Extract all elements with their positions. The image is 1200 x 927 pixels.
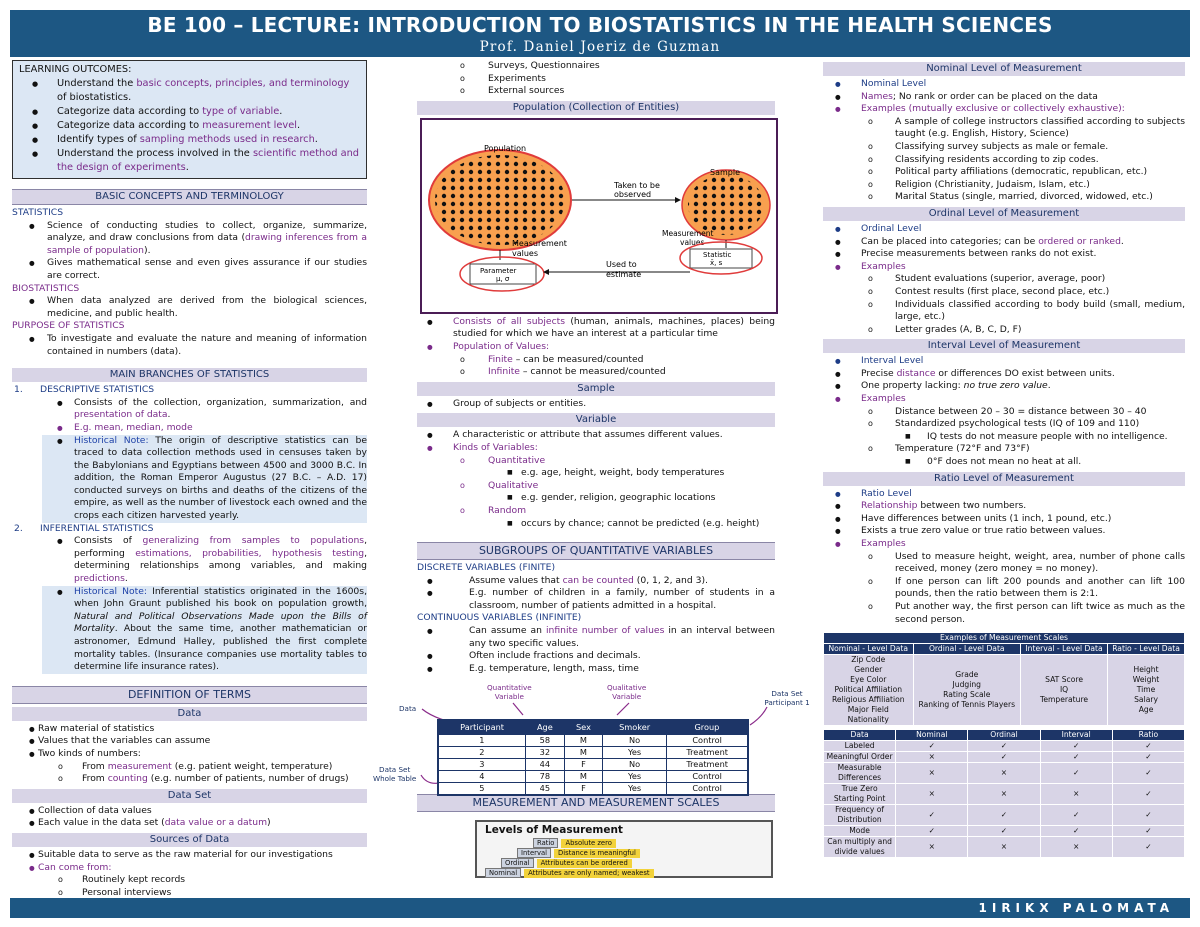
table-row: [824, 752, 1185, 763]
page-footer: [10, 898, 1190, 918]
annotation-participant: Data Set Participant 1: [764, 689, 810, 708]
nominal-def-1: ● Names; No rank or order can be placed on the data: [823, 91, 1185, 104]
table-cell: 2: [438, 747, 525, 759]
table-cell: F: [565, 783, 603, 796]
data-def-3: ● Two kinds of numbers:: [12, 748, 367, 761]
table-cell: M: [565, 747, 603, 759]
scales-example: Temperature: [1040, 695, 1089, 705]
level-desc: Absolute zero: [561, 839, 615, 848]
subgroups-header: SUBGROUPS OF QUANTITATIVE VARIABLES: [417, 542, 775, 560]
parameter-label: Parameter: [480, 266, 517, 275]
source-item: o Surveys, Questionnaires: [417, 60, 775, 73]
discrete-def-1: ● Assume values that can be counted (0, 1, 2, and 3).: [417, 575, 775, 588]
nominal-example: o Religion (Christianity, Judaism, Islam, etc.): [823, 179, 1185, 192]
sources-subheader: Sources of Data: [12, 833, 367, 847]
scales-header: Ratio - Level Data: [1108, 644, 1185, 655]
scales-example: Eye Color: [850, 675, 887, 685]
learning-outcome-item: ● Identify types of sampling methods used in research.: [18, 133, 361, 147]
sample-def: ● Group of subjects or entities.: [417, 398, 775, 411]
column-middle: [373, 60, 810, 878]
dataset-table: [437, 719, 749, 796]
scales-example: Zip Code: [851, 655, 886, 665]
variable-random: o Random: [417, 505, 775, 518]
continuous-def-2: ● Often include fractions and decimals.: [417, 650, 775, 663]
annotation-quantitative: Quantitative Variable: [487, 683, 532, 702]
nominal-header: Nominal Level of Measurement: [823, 62, 1185, 76]
learning-outcome-item: ● Understand the basic concepts, principles, and terminology of biostatistics.: [18, 77, 361, 105]
scales-examples-table: [823, 632, 1185, 726]
annotation-data: Data: [399, 704, 417, 714]
discrete-heading: DISCRETE VARIABLES (FINITE): [417, 562, 556, 574]
level-row: [501, 858, 632, 868]
sample-dots: [688, 175, 764, 235]
interval-example: o Temperature (72°F and 73°F): [823, 443, 1185, 456]
population-diagram-svg: [422, 120, 775, 311]
comparison-header-cell: Data: [824, 730, 896, 741]
learning-outcomes-title: LEARNING OUTCOMES:: [19, 64, 132, 75]
table-cell: M: [565, 771, 603, 783]
table-row: [438, 783, 748, 796]
comparison-mark: ×: [896, 752, 968, 763]
comparison-header-cell: Interval: [1040, 730, 1112, 741]
comparison-row-label: Labeled: [824, 741, 896, 752]
table-cell: Yes: [602, 771, 666, 783]
used-label: Used to: [606, 259, 637, 269]
table-row: [438, 759, 748, 771]
measurement-header: MEASUREMENT AND MEASUREMENT SCALES: [417, 794, 775, 812]
data-def-3a: o From measurement (e.g. patient weight, temperature): [12, 761, 367, 774]
level-row: [533, 838, 616, 848]
ratio-example: o Put another way, the first person can lift twice as much as the second person.: [823, 601, 1185, 626]
comparison-mark: ✓: [968, 826, 1040, 837]
scales-example: Time: [1136, 685, 1156, 695]
source-item: o External sources: [417, 85, 775, 98]
table-row: [824, 763, 1185, 784]
level-row: [517, 848, 640, 858]
table-row: [824, 826, 1185, 837]
comparison-mark: ✓: [1112, 741, 1184, 752]
ordinal-def-2: ● Precise measurements between ranks do not exist.: [823, 248, 1185, 261]
comparison-mark: ✓: [1040, 741, 1112, 752]
source-item: o Personal interviews: [12, 887, 367, 900]
interval-example-note: ■ 0°F does not mean no heat at all.: [823, 456, 1185, 469]
ratio-def-2: ● Have differences between units (1 inch, 1 pound, etc.): [823, 513, 1185, 526]
scales-example: Gender: [854, 665, 883, 675]
scales-header: Nominal - Level Data: [824, 644, 914, 655]
interval-examples: ● Examples: [823, 393, 1185, 406]
levels-title: Levels of Measurement: [485, 824, 623, 837]
variable-qualitative-eg: ■ e.g. gender, religion, geographic locations: [417, 492, 775, 505]
variable-header: Variable: [417, 413, 775, 427]
variable-qualitative: o Qualitative: [417, 480, 775, 493]
nominal-example: o Political party affiliations (democratic, republican, etc.): [823, 166, 1185, 179]
data-def-3b: o From counting (e.g. number of patients, number of drugs): [12, 773, 367, 786]
variable-random-eg: ■ occurs by chance; cannot be predicted (e.g. height): [417, 518, 775, 531]
professor-name: Prof. Daniel Joeriz de Guzman: [479, 39, 721, 55]
comparison-mark: ✓: [1112, 752, 1184, 763]
scales-table-title: Examples of Measurement Scales: [824, 633, 1185, 644]
comparison-row-label: Measurable Differences: [824, 763, 896, 784]
level-comparison-table: [823, 729, 1185, 858]
column-left: [12, 60, 367, 899]
ordinal-example: o Student evaluations (superior, average, poor): [823, 273, 1185, 286]
mvalues-label: Measurement: [662, 228, 714, 238]
taken-label: Taken to be: [614, 180, 660, 190]
ordinal-examples: ● Examples: [823, 261, 1185, 274]
comparison-row-label: Meaningful Order: [824, 752, 896, 763]
ordinal-example: o Letter grades (A, B, C, D, F): [823, 324, 1185, 337]
population-sample-diagram: [420, 118, 778, 314]
page-title: BE 100 – LECTURE: INTRODUCTION TO BIOSTATISTICS IN THE HEALTH SCIENCES: [147, 13, 1053, 37]
scales-example: Grade: [955, 670, 979, 680]
table-cell: Yes: [602, 783, 666, 796]
dataset-header-cell: Participant: [438, 720, 525, 735]
continuous-heading: CONTINUOUS VARIABLES (INFINITE): [417, 612, 582, 624]
population-label: Population: [484, 143, 527, 153]
comparison-mark: ✓: [1040, 826, 1112, 837]
definition-of-terms-header: DEFINITION OF TERMS: [12, 686, 367, 704]
sources-def-2: ● Can come from:: [12, 862, 367, 875]
scales-example: Age: [1138, 705, 1154, 715]
discrete-def-2: ● E.g. number of children in a family, number of students in a classroom, number of patients admitted in a hospital.: [417, 587, 775, 612]
table-cell: Treatment: [667, 759, 748, 771]
comparison-mark: ✓: [1112, 837, 1184, 858]
population-infinite: o Infinite – cannot be measured/counted: [417, 366, 775, 379]
table-cell: Yes: [602, 747, 666, 759]
dataset-subheader: Data Set: [12, 789, 367, 803]
source-item: o Routinely kept records: [12, 874, 367, 887]
scales-cell: [913, 655, 1021, 726]
dataset-header-cell: Age: [525, 720, 564, 735]
scales-cell: [1021, 655, 1108, 726]
population-def-1: ● Consists of all subjects (human, animals, machines, places) being studied for which we have an interest at a particular time: [417, 316, 775, 341]
scales-example: Nationality: [847, 715, 889, 725]
inferential-def: ● Consists of generalizing from samples to populations, performing estimations, probabilities, hypothesis testing, determining relationships among variables, and making predictions.: [12, 535, 367, 585]
table-row: [824, 741, 1185, 752]
ratio-example: o Used to measure height, weight, area, number of phone calls received, money (zero money = no money).: [823, 551, 1185, 576]
level-desc: Distance is meaningful: [554, 849, 640, 858]
interval-level: ● Interval Level: [823, 355, 1185, 368]
scales-header: Interval - Level Data: [1021, 644, 1108, 655]
comparison-mark: ✓: [1112, 763, 1184, 784]
ratio-def-1: ● Relationship between two numbers.: [823, 500, 1185, 513]
table-row: [438, 771, 748, 783]
ratio-level: ● Ratio Level: [823, 488, 1185, 501]
comparison-mark: ✓: [1040, 752, 1112, 763]
values-label: values: [512, 248, 539, 258]
table-cell: 1: [438, 735, 525, 747]
dataset-example: [373, 675, 810, 794]
comparison-mark: ×: [896, 784, 968, 805]
scales-example: Rating Scale: [943, 690, 991, 700]
level-name: Nominal: [485, 868, 521, 878]
learning-outcomes-box: [12, 60, 367, 179]
comparison-mark: ✓: [1040, 805, 1112, 826]
comparison-mark: ×: [968, 784, 1040, 805]
table-cell: 4: [438, 771, 525, 783]
ratio-example: o If one person can lift 200 pounds and another can lift 100 pounds, then the ratio between them is 2:1.: [823, 576, 1185, 601]
comparison-row-label: True Zero Starting Point: [824, 784, 896, 805]
inferential-heading: 2. INFERENTIAL STATISTICS: [14, 522, 154, 534]
table-row: [438, 747, 748, 759]
ratio-def-3: ● Exists a true zero value or true ratio between values.: [823, 525, 1185, 538]
biostatistics-def: ● When data analyzed are derived from the biological sciences, medicine, and public health.: [12, 295, 367, 320]
scales-example: Salary: [1134, 695, 1158, 705]
statistics-def-1: ● Science of conducting studies to collect, organize, summarize, analyze, and draw conclusions from data (drawing inferences from a sample of population).: [12, 220, 367, 258]
population-header: Population (Collection of Entities): [417, 101, 775, 115]
population-def-2: ● Population of Values:: [417, 341, 775, 354]
comparison-mark: ✓: [968, 752, 1040, 763]
scales-example: Political Affiliation: [834, 685, 903, 695]
ordinal-header: Ordinal Level of Measurement: [823, 207, 1185, 221]
continuous-def-3: ● E.g. temperature, length, mass, time: [417, 663, 775, 676]
table-row: [824, 837, 1185, 858]
scales-example: Weight: [1132, 675, 1160, 685]
level-row: [485, 868, 654, 878]
data-def-1: ● Raw material of statistics: [12, 723, 367, 736]
population-dots: [435, 155, 565, 245]
comparison-header-cell: Nominal: [896, 730, 968, 741]
comparison-mark: ✓: [1112, 805, 1184, 826]
scales-example: Judging: [952, 680, 981, 690]
comparison-mark: ×: [1040, 784, 1112, 805]
parameter-symbols: μ, σ: [496, 274, 510, 283]
descriptive-historical-note: ● Historical Note: The origin of descriptive statistics can be traced to data collection methods used in censuses taken by the Babylonians and Egyptians between 4500 and 3000 B.C. In addition, the Roman Emperor Augustus (27 B.C. – A.D. 17) conducted surveys on births and deaths of the citizens of the empire, as well as the number of livestock each owned and the crops each citizen harvested yearly.: [42, 435, 367, 523]
learning-outcome-item: ● Categorize data according to type of variable.: [18, 105, 361, 119]
basic-concepts-header: BASIC CONCEPTS AND TERMINOLOGY: [12, 189, 367, 205]
comparison-mark: ✓: [1112, 826, 1184, 837]
ordinal-def-1: ● Can be placed into categories; can be ordered or ranked.: [823, 236, 1185, 249]
ordinal-example: o Contest results (first place, second place, etc.): [823, 286, 1185, 299]
interval-example: o Distance between 20 – 30 = distance between 30 – 40: [823, 406, 1185, 419]
dataset-def-1: ● Collection of data values: [12, 805, 367, 818]
nominal-def-2: ● Examples (mutually exclusive or collectively exhaustive):: [823, 103, 1185, 116]
statistics-def-2: ● Gives mathematical sense and even gives assurance if our studies are correct.: [12, 257, 367, 282]
ordinal-level: ● Ordinal Level: [823, 223, 1185, 236]
comparison-mark: ✓: [1112, 784, 1184, 805]
table-row: [824, 784, 1185, 805]
column-right: [823, 60, 1185, 858]
variable-quantitative: o Quantitative: [417, 455, 775, 468]
level-name: Ratio: [533, 838, 558, 848]
sources-def-1: ● Suitable data to serve as the raw material for our investigations: [12, 849, 367, 862]
table-cell: 32: [525, 747, 564, 759]
table-row: [438, 735, 748, 747]
level-name: Interval: [517, 848, 551, 858]
comparison-mark: ✓: [1040, 763, 1112, 784]
page-header: [10, 10, 1190, 57]
nominal-example: o Marital Status (single, married, divorced, widowed, etc.): [823, 191, 1185, 204]
observed-label: observed: [614, 189, 652, 199]
table-cell: F: [565, 759, 603, 771]
level-desc: Attributes are only named; weakest: [524, 869, 653, 878]
comparison-mark: ×: [968, 763, 1040, 784]
level-name: Ordinal: [501, 858, 534, 868]
table-cell: No: [602, 735, 666, 747]
comparison-header-cell: Ordinal: [968, 730, 1040, 741]
comparison-mark: ✓: [896, 826, 968, 837]
interval-def-1: ● Precise distance or differences DO exist between units.: [823, 368, 1185, 381]
learning-outcome-item: ● Understand the process involved in the scientific method and the design of experiments.: [18, 147, 361, 175]
comparison-mark: ×: [968, 837, 1040, 858]
scales-example: SAT Score: [1045, 675, 1083, 685]
table-cell: 58: [525, 735, 564, 747]
table-row: [824, 805, 1185, 826]
interval-example-note: ■ IQ tests do not measure people with no intelligence.: [823, 431, 1185, 444]
table-cell: Control: [667, 735, 748, 747]
scales-header: Ordinal - Level Data: [913, 644, 1021, 655]
sample-label: Sample: [710, 167, 740, 177]
table-cell: 5: [438, 783, 525, 796]
statistics-heading: STATISTICS: [12, 207, 64, 218]
table-cell: 45: [525, 783, 564, 796]
level-desc: Attributes can be ordered: [537, 859, 632, 868]
table-cell: 78: [525, 771, 564, 783]
scales-cell: [824, 655, 914, 726]
comparison-mark: ✓: [968, 805, 1040, 826]
levels-of-measurement-figure: [475, 820, 773, 878]
sample-header: Sample: [417, 382, 775, 396]
data-def-2: ● Values that the variables can assume: [12, 735, 367, 748]
table-cell: Control: [667, 771, 748, 783]
scales-example: IQ: [1059, 685, 1069, 695]
dataset-header-cell: Sex: [565, 720, 603, 735]
ratio-examples: ● Examples: [823, 538, 1185, 551]
descriptive-def: ● Consists of the collection, organization, summarization, and presentation of data.: [12, 397, 367, 422]
statistic-label: Statistic: [703, 250, 732, 259]
nominal-level: ● Nominal Level: [823, 78, 1185, 91]
table-cell: 3: [438, 759, 525, 771]
comparison-mark: ×: [896, 837, 968, 858]
nominal-example: o Classifying residents according to zip codes.: [823, 154, 1185, 167]
comparison-mark: ×: [896, 763, 968, 784]
population-finite: o Finite – can be measured/counted: [417, 354, 775, 367]
inferential-historical-note: ● Historical Note: Inferential statistics originated in the 1600s, when John Graunt published his book on population growth, Natural and Political Observations Made upon the Bills of Mortality. About the same time, another mathematician or astronomer, Edmund Halley, published the first complete mortality tables. (Insurance companies use mortality tables to determine life insurance rates).: [42, 586, 367, 674]
learning-outcome-item: ● Categorize data according to measurement level.: [18, 119, 361, 133]
table-cell: Control: [667, 783, 748, 796]
scales-example: Religious Affiliation: [831, 695, 905, 705]
comparison-mark: ✓: [968, 741, 1040, 752]
interval-def-2: ● One property lacking: no true zero value.: [823, 380, 1185, 393]
comparison-mark: ×: [1040, 837, 1112, 858]
estimate-label: estimate: [606, 269, 642, 279]
annotation-qualitative: Qualitative Variable: [607, 683, 647, 702]
table-cell: No: [602, 759, 666, 771]
descriptive-heading: 1. DESCRIPTIVE STATISTICS: [14, 384, 155, 396]
mvalues2-label: values: [680, 237, 705, 247]
comparison-mark: ✓: [896, 741, 968, 752]
scales-example: Height: [1133, 665, 1159, 675]
annotation-whole-table: Data Set Whole Table: [373, 765, 417, 784]
interval-header: Interval Level of Measurement: [823, 339, 1185, 353]
comparison-mark: ✓: [896, 805, 968, 826]
table-cell: M: [565, 735, 603, 747]
variable-def-2: ● Kinds of Variables:: [417, 442, 775, 455]
dataset-def-2: ● Each value in the data set (data value or a datum): [12, 817, 367, 830]
scales-example: Major Field: [847, 705, 889, 715]
source-item: o Experiments: [417, 73, 775, 86]
main-branches-header: MAIN BRANCHES OF STATISTICS: [12, 368, 367, 382]
nominal-example: o Classifying survey subjects as male or female.: [823, 141, 1185, 154]
scales-example: Ranking of Tennis Players: [918, 700, 1016, 710]
learning-outcomes-list: [18, 77, 361, 175]
comparison-row-label: Mode: [824, 826, 896, 837]
dataset-header-cell: Group: [667, 720, 748, 735]
comparison-row-label: Can multiply and divide values: [824, 837, 896, 858]
table-cell: Treatment: [667, 747, 748, 759]
comparison-header-cell: Ratio: [1112, 730, 1184, 741]
biostatistics-heading: BIOSTATISTICS: [12, 282, 80, 294]
measurement-label: Measurement: [512, 238, 567, 248]
data-subheader: Data: [12, 707, 367, 721]
author-name: 1IRIKX PALOMATA: [978, 901, 1174, 915]
ordinal-example: o Individuals classified according to body build (small, medium, large, etc.): [823, 299, 1185, 324]
continuous-def-1: ● Can assume an infinite number of values in an interval between any two specific values.: [417, 625, 775, 650]
variable-quantitative-eg: ■ e.g. age, height, weight, body temperatures: [417, 467, 775, 480]
scales-cell: [1108, 655, 1185, 726]
dataset-header-cell: Smoker: [602, 720, 666, 735]
nominal-example: o A sample of college instructors classified according to subjects taught (e.g. English, History, Science): [823, 116, 1185, 141]
purpose-heading: PURPOSE OF STATISTICS: [12, 320, 125, 332]
purpose-def: ● To investigate and evaluate the nature and meaning of information contained in numbers (data).: [12, 333, 367, 358]
ratio-header: Ratio Level of Measurement: [823, 472, 1185, 486]
table-cell: 44: [525, 759, 564, 771]
interval-example: o Standardized psychological tests (IQ of 109 and 110): [823, 418, 1185, 431]
comparison-row-label: Frequency of Distribution: [824, 805, 896, 826]
variable-def-1: ● A characteristic or attribute that assumes different values.: [417, 429, 775, 442]
descriptive-examples: ● E.g. mean, median, mode: [12, 422, 367, 435]
statistic-symbols: x̄, s: [710, 258, 723, 267]
